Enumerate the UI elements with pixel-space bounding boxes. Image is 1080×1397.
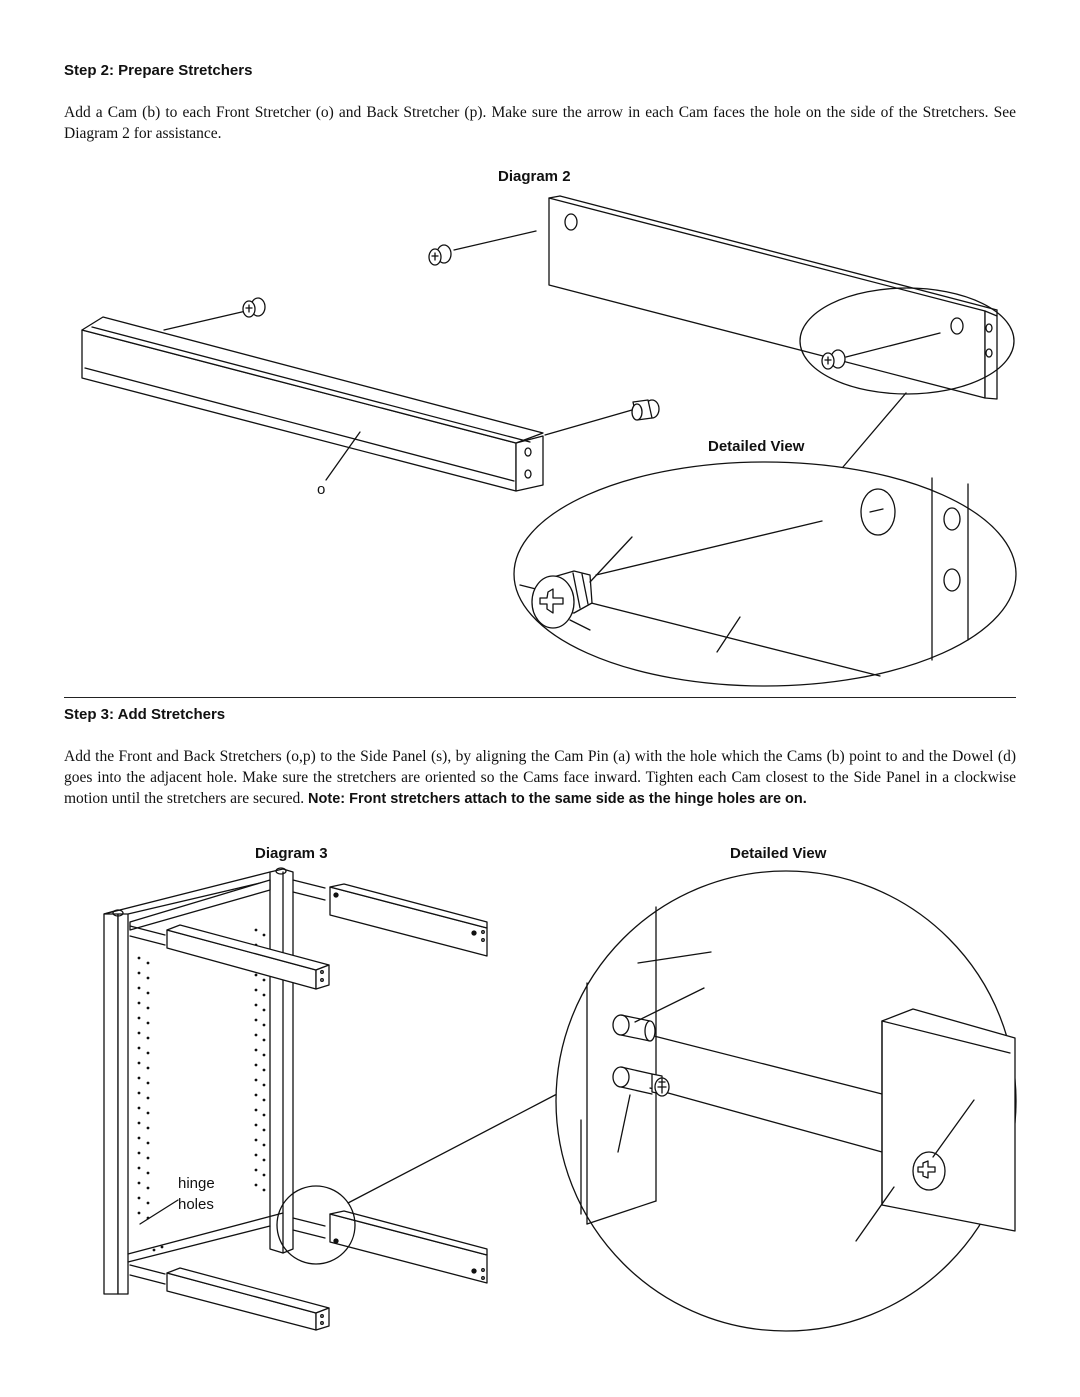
front-stretcher-o <box>82 317 543 491</box>
bottom-front-stretcher <box>130 1265 329 1330</box>
cam-front-end <box>545 400 659 435</box>
cam-front-top <box>164 298 265 330</box>
top-back-stretcher <box>293 880 487 956</box>
step3-note: Note: Front stretchers attach to the same side as the hinge holes are on. <box>308 791 807 807</box>
diagram2-title: Diagram 2 <box>498 168 571 185</box>
diagram2-label-o: o <box>317 481 326 498</box>
hinge-hole-dots <box>138 929 266 1252</box>
step2-instructions: Add a Cam (b) to each Front Stretcher (o) and Back Stretcher (p). Make sure the arrow in each Cam faces the hole on the side of the Stretchers. See Diagram 2 for assistance. <box>64 104 1016 142</box>
top-front-stretcher <box>130 925 329 989</box>
step2-title: Step 2: Prepare Stretchers <box>64 62 253 79</box>
step3-instructions: Add the Front and Back Stretchers (o,p) to the Side Panel (s), by aligning the Cam Pin (a) with the hole which the Cams (b) point to and the Dowel (d) goes into the adjacent hole. Make sure the stretchers are oriented so the Cams face inward. Tighten each Cam closest to the Side Panel in a clockwise motion until the stretchers are secured. Note: Front stretchers attach to the same side as the hinge holes are on. <box>64 748 1016 807</box>
detail-view-circle <box>556 871 1016 1331</box>
diagram3-label-holes: holes <box>178 1196 214 1213</box>
diagram3-detail-title: Detailed View <box>730 845 827 862</box>
diagram3-title: Diagram 3 <box>255 845 328 862</box>
detail-view-oval <box>514 462 1016 686</box>
bottom-back-stretcher <box>293 1211 487 1283</box>
step3-title: Step 3: Add Stretchers <box>64 706 226 723</box>
back-stretcher-p <box>549 196 997 399</box>
zoom-leader-3 <box>348 1094 557 1203</box>
diagram2-detail-title: Detailed View <box>708 438 805 455</box>
diagram3-label-hinge: hinge <box>178 1175 215 1192</box>
cam-back-top <box>429 231 536 265</box>
hinge-holes-leader <box>140 1200 178 1224</box>
zoom-leader <box>843 393 906 467</box>
